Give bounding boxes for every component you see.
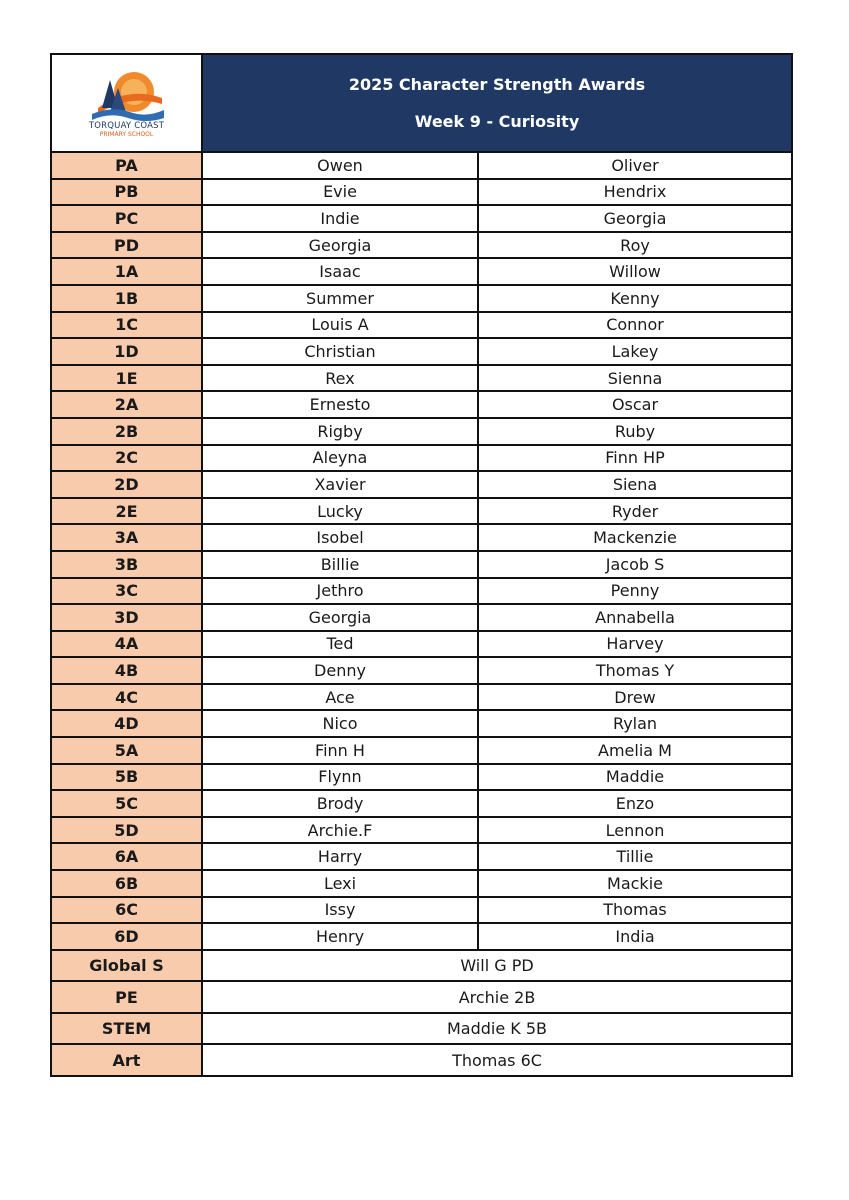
- class-label: 5C: [51, 790, 202, 817]
- student-name-2: Enzo: [478, 790, 792, 817]
- class-label: 3D: [51, 604, 202, 631]
- student-name-2: Jacob S: [478, 551, 792, 578]
- special-award-row: [51, 1044, 792, 1076]
- student-name-1: Xavier: [202, 471, 478, 498]
- class-row: [51, 843, 792, 870]
- student-name-2: Siena: [478, 471, 792, 498]
- award-winner: Archie 2B: [202, 981, 792, 1013]
- class-row: [51, 205, 792, 232]
- student-name-2: Drew: [478, 684, 792, 711]
- student-name-1: Lucky: [202, 498, 478, 525]
- student-name-2: Ruby: [478, 418, 792, 445]
- title-cell: [202, 54, 792, 152]
- student-name-2: Tillie: [478, 843, 792, 870]
- class-label: 1C: [51, 312, 202, 339]
- student-name-1: Ace: [202, 684, 478, 711]
- student-name-1: Isaac: [202, 258, 478, 285]
- award-category: PE: [51, 981, 202, 1013]
- class-row: [51, 312, 792, 339]
- student-name-2: Ryder: [478, 498, 792, 525]
- student-name-2: Mackie: [478, 870, 792, 897]
- class-label: 1A: [51, 258, 202, 285]
- class-row: [51, 418, 792, 445]
- class-label: 1E: [51, 365, 202, 392]
- student-name-2: Willow: [478, 258, 792, 285]
- class-row: [51, 631, 792, 658]
- class-row: [51, 365, 792, 392]
- student-name-2: Maddie: [478, 764, 792, 791]
- student-name-2: Mackenzie: [478, 524, 792, 551]
- class-row: [51, 391, 792, 418]
- student-name-2: Rylan: [478, 710, 792, 737]
- student-name-1: Isobel: [202, 524, 478, 551]
- awards-table: [50, 53, 793, 1077]
- student-name-2: Connor: [478, 312, 792, 339]
- class-row: [51, 498, 792, 525]
- student-name-1: Summer: [202, 285, 478, 312]
- class-label: 4D: [51, 710, 202, 737]
- page-subtitle: Week 9 - Curiosity: [414, 112, 580, 131]
- award-winner: Maddie K 5B: [202, 1013, 792, 1045]
- class-row: [51, 285, 792, 312]
- class-row: [51, 445, 792, 472]
- student-name-1: Rigby: [202, 418, 478, 445]
- class-row: [51, 258, 792, 285]
- class-row: [51, 764, 792, 791]
- class-label: 1B: [51, 285, 202, 312]
- student-name-1: Georgia: [202, 232, 478, 259]
- class-label: 5D: [51, 817, 202, 844]
- student-name-1: Henry: [202, 923, 478, 950]
- student-name-1: Lexi: [202, 870, 478, 897]
- class-label: 2D: [51, 471, 202, 498]
- class-label: 4A: [51, 631, 202, 658]
- student-name-1: Christian: [202, 338, 478, 365]
- class-row: [51, 232, 792, 259]
- class-label: 1D: [51, 338, 202, 365]
- class-label: PA: [51, 152, 202, 179]
- award-category: STEM: [51, 1013, 202, 1045]
- class-label: 3A: [51, 524, 202, 551]
- class-label: 2E: [51, 498, 202, 525]
- class-row: [51, 524, 792, 551]
- class-label: 4C: [51, 684, 202, 711]
- student-name-1: Harry: [202, 843, 478, 870]
- student-name-1: Owen: [202, 152, 478, 179]
- student-name-2: Harvey: [478, 631, 792, 658]
- class-row: [51, 152, 792, 179]
- student-name-1: Billie: [202, 551, 478, 578]
- award-category: Global S: [51, 950, 202, 982]
- student-name-1: Nico: [202, 710, 478, 737]
- class-row: [51, 604, 792, 631]
- class-label: 5B: [51, 764, 202, 791]
- class-label: PD: [51, 232, 202, 259]
- class-row: [51, 817, 792, 844]
- school-logo: [52, 68, 201, 138]
- class-row: [51, 551, 792, 578]
- class-label: 2B: [51, 418, 202, 445]
- student-name-1: Ernesto: [202, 391, 478, 418]
- class-label: 4B: [51, 657, 202, 684]
- student-name-1: Flynn: [202, 764, 478, 791]
- class-label: PB: [51, 179, 202, 206]
- student-name-2: Penny: [478, 578, 792, 605]
- special-award-row: [51, 950, 792, 982]
- logo-cell: [51, 54, 202, 152]
- student-name-2: Annabella: [478, 604, 792, 631]
- student-name-1: Ted: [202, 631, 478, 658]
- student-name-2: Hendrix: [478, 179, 792, 206]
- student-name-2: Thomas: [478, 897, 792, 924]
- student-name-2: Kenny: [478, 285, 792, 312]
- award-winner: Thomas 6C: [202, 1044, 792, 1076]
- award-winner: Will G PD: [202, 950, 792, 982]
- class-label: 2A: [51, 391, 202, 418]
- logo-name: TORQUAY COAST: [88, 121, 165, 131]
- student-name-2: Oscar: [478, 391, 792, 418]
- student-name-1: Finn H: [202, 737, 478, 764]
- class-label: 3C: [51, 578, 202, 605]
- school-logo-icon: [88, 68, 166, 122]
- class-label: 5A: [51, 737, 202, 764]
- student-name-2: Georgia: [478, 205, 792, 232]
- header-row: [51, 54, 792, 152]
- special-award-row: [51, 1013, 792, 1045]
- student-name-1: Evie: [202, 179, 478, 206]
- student-name-1: Brody: [202, 790, 478, 817]
- logo-subtitle: PRIMARY SCHOOL: [99, 131, 154, 138]
- student-name-2: Oliver: [478, 152, 792, 179]
- student-name-1: Aleyna: [202, 445, 478, 472]
- class-label: 3B: [51, 551, 202, 578]
- class-row: [51, 737, 792, 764]
- page-title: 2025 Character Strength Awards: [348, 75, 646, 94]
- class-label: 2C: [51, 445, 202, 472]
- class-label: 6D: [51, 923, 202, 950]
- student-name-2: Sienna: [478, 365, 792, 392]
- class-row: [51, 923, 792, 950]
- class-row: [51, 710, 792, 737]
- student-name-1: Denny: [202, 657, 478, 684]
- student-name-1: Indie: [202, 205, 478, 232]
- class-row: [51, 790, 792, 817]
- class-label: 6B: [51, 870, 202, 897]
- student-name-1: Jethro: [202, 578, 478, 605]
- student-name-2: Lakey: [478, 338, 792, 365]
- student-name-1: Issy: [202, 897, 478, 924]
- student-name-2: Lennon: [478, 817, 792, 844]
- class-row: [51, 338, 792, 365]
- class-row: [51, 684, 792, 711]
- student-name-1: Rex: [202, 365, 478, 392]
- student-name-2: Finn HP: [478, 445, 792, 472]
- class-row: [51, 897, 792, 924]
- student-name-1: Archie.F: [202, 817, 478, 844]
- class-row: [51, 471, 792, 498]
- class-label: PC: [51, 205, 202, 232]
- class-row: [51, 179, 792, 206]
- student-name-2: India: [478, 923, 792, 950]
- student-name-2: Amelia M: [478, 737, 792, 764]
- class-row: [51, 870, 792, 897]
- student-name-2: Roy: [478, 232, 792, 259]
- student-name-1: Georgia: [202, 604, 478, 631]
- student-name-2: Thomas Y: [478, 657, 792, 684]
- special-award-row: [51, 981, 792, 1013]
- student-name-1: Louis A: [202, 312, 478, 339]
- class-label: 6A: [51, 843, 202, 870]
- class-label: 6C: [51, 897, 202, 924]
- award-category: Art: [51, 1044, 202, 1076]
- class-row: [51, 578, 792, 605]
- class-row: [51, 657, 792, 684]
